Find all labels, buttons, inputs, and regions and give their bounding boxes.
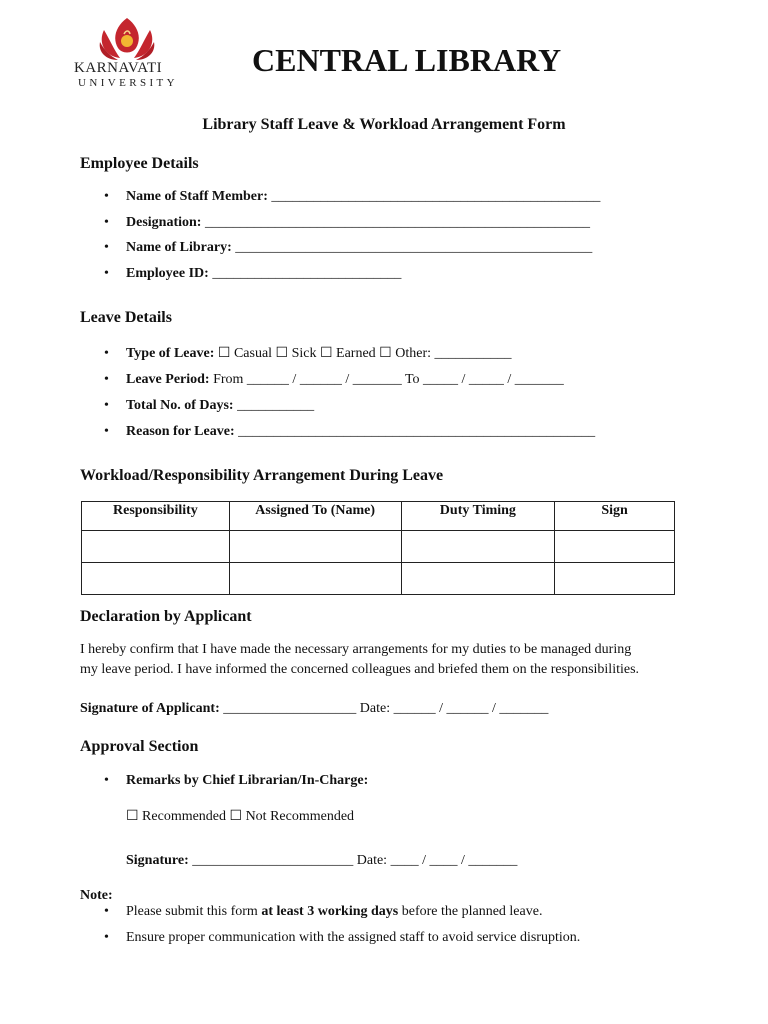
note-text: before the planned leave.: [398, 904, 543, 919]
declaration-heading: Declaration by Applicant: [80, 608, 252, 625]
library-name-field[interactable]: [104, 240, 592, 256]
field-blank[interactable]: _______________________________________________________: [204, 215, 590, 230]
field-label: Reason for Leave:: [126, 424, 235, 439]
note-emphasis: at least 3 working days: [261, 904, 399, 919]
field-label: Signature of Applicant:: [80, 701, 220, 716]
declaration-text-line-2: my leave period. I have informed the concerned colleagues and briefed them on the responsibilities.: [80, 662, 640, 677]
leave-type-options[interactable]: ☐ Casual ☐ Sick ☐ Earned ☐ Other: ___________: [217, 346, 512, 361]
page-title: CENTRAL LIBRARY: [252, 42, 562, 78]
form-title: Library Staff Leave & Workload Arrangement Form: [202, 116, 566, 133]
workload-table: [81, 501, 675, 595]
field-blank[interactable]: ___________________________________________________: [238, 424, 596, 439]
signature-date-blanks[interactable]: ___________________ Date: ______ / ______ / _______: [223, 701, 549, 716]
leave-reason-field[interactable]: [104, 424, 595, 440]
remarks-field: [104, 773, 368, 789]
field-label: Designation:: [126, 215, 202, 230]
bullet: •: [104, 398, 109, 413]
field-label: Signature:: [126, 853, 189, 868]
field-label: Name of Library:: [126, 240, 232, 255]
table-cell[interactable]: [401, 531, 555, 563]
bullet: •: [104, 773, 109, 788]
staff-name-field[interactable]: [104, 189, 600, 205]
leave-period-field[interactable]: [104, 372, 564, 388]
field-label: Remarks by Chief Librarian/In-Charge:: [126, 773, 369, 788]
table-row: [82, 531, 675, 563]
total-days-field[interactable]: [104, 398, 314, 414]
recommendation-checkboxes[interactable]: ☐ Recommended ☐ Not Recommended: [126, 809, 355, 824]
leave-type-field[interactable]: [104, 345, 512, 362]
field-blank[interactable]: ___________________________________________________: [235, 240, 593, 255]
field-label: Leave Period:: [126, 372, 210, 387]
logo-name: KARNAVATI: [74, 60, 163, 76]
approver-signature-field[interactable]: [126, 853, 517, 869]
field-blank[interactable]: _______________________________________________: [271, 189, 601, 204]
applicant-signature-field[interactable]: [80, 701, 548, 717]
table-cell[interactable]: [229, 531, 401, 563]
bullet: •: [104, 266, 109, 281]
table-cell[interactable]: [82, 531, 230, 563]
signature-date-blanks[interactable]: _______________________ Date: ____ / ____ / _______: [192, 853, 518, 868]
bullet: •: [104, 346, 109, 361]
note-item: [104, 904, 542, 920]
table-row: [82, 563, 675, 595]
table-cell[interactable]: [229, 563, 401, 595]
employee-details-heading: Employee Details: [80, 155, 199, 172]
table-cell[interactable]: [555, 563, 675, 595]
workload-heading: Workload/Responsibility Arrangement During Leave: [80, 467, 444, 484]
bullet: •: [104, 930, 109, 945]
leave-period-blanks[interactable]: From ______ / ______ / _______ To _____ / _____ / _______: [213, 372, 564, 387]
leave-details-heading: Leave Details: [80, 309, 172, 326]
field-label: Name of Staff Member:: [126, 189, 268, 204]
table-cell[interactable]: [401, 563, 555, 595]
field-label: Total No. of Days:: [126, 398, 234, 413]
column-header: Responsibility: [82, 502, 230, 531]
declaration-text-line-1: I hereby confirm that I have made the necessary arrangements for my duties to be managed during: [80, 642, 632, 657]
table-cell[interactable]: [555, 531, 675, 563]
bullet: •: [104, 372, 109, 387]
note-item: [104, 930, 580, 946]
note-text: Please submit this form: [126, 904, 262, 919]
table-header-row: [82, 502, 675, 531]
column-header: Sign: [555, 502, 675, 531]
column-header: Duty Timing: [401, 502, 555, 531]
note-label: Note:: [80, 888, 113, 903]
bullet: •: [104, 904, 109, 919]
approval-heading: Approval Section: [80, 738, 199, 755]
bullet: •: [104, 215, 109, 230]
logo-university: UNIVERSITY: [78, 77, 178, 89]
table-cell[interactable]: [82, 563, 230, 595]
employee-id-field[interactable]: [104, 266, 401, 282]
note-text: Ensure proper communication with the assigned staff to avoid service disruption.: [126, 930, 581, 945]
bullet: •: [104, 189, 109, 204]
bullet: •: [104, 240, 109, 255]
field-blank[interactable]: ___________: [237, 398, 315, 413]
column-header: Assigned To (Name): [229, 502, 401, 531]
field-blank[interactable]: ___________________________: [212, 266, 402, 281]
field-label: Employee ID:: [126, 266, 209, 281]
designation-field[interactable]: [104, 215, 590, 231]
bullet: •: [104, 424, 109, 439]
field-label: Type of Leave:: [126, 346, 215, 361]
